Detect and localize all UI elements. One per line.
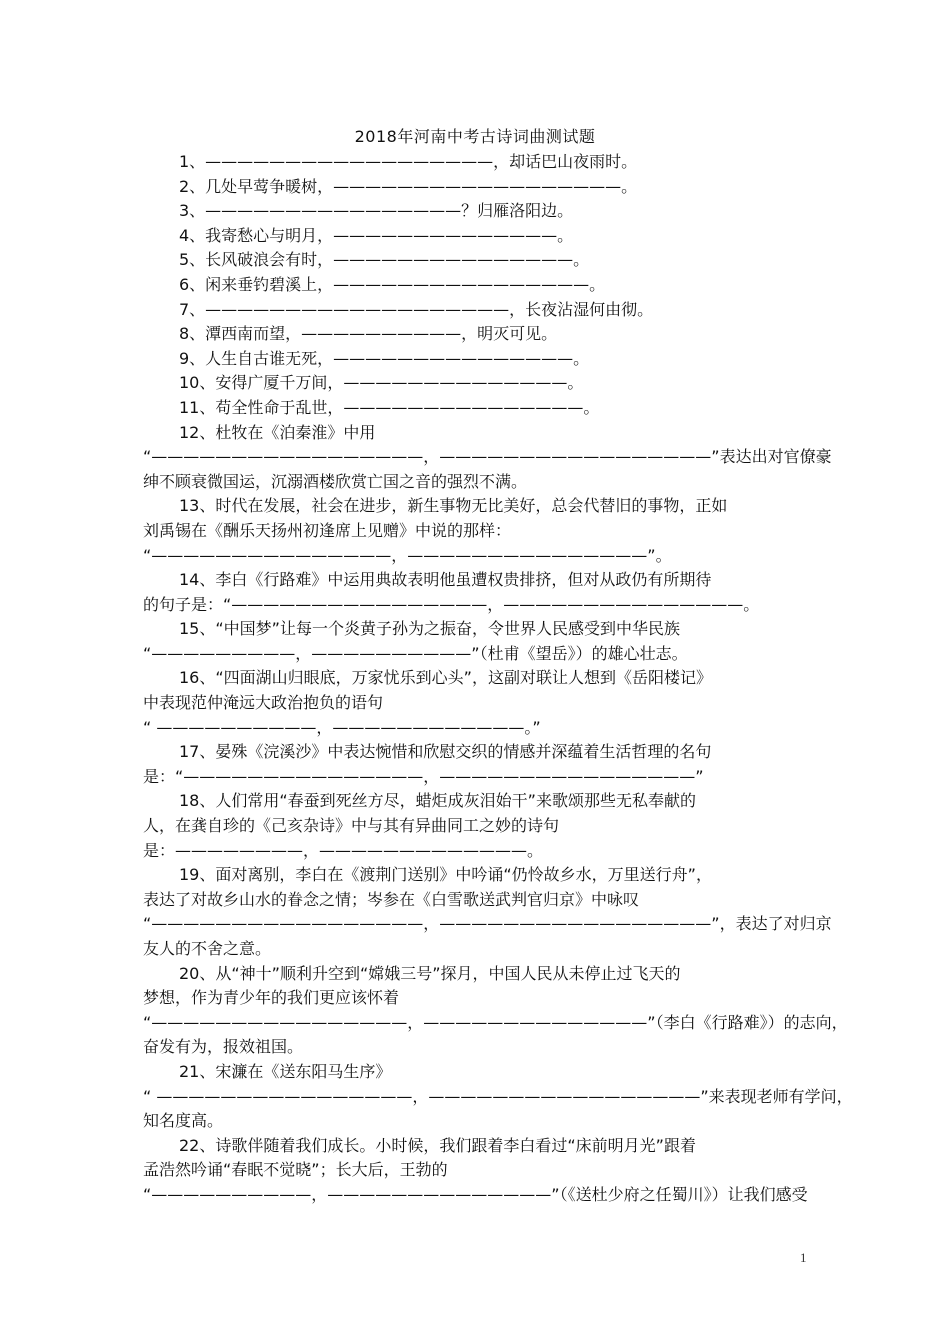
question-21-line-1: 21、宋濂在《送东阳马生序》 xyxy=(179,1061,392,1081)
question-18-line-1: 18、人们常用“春蚕到死丝方尽，蜡炬成灰泪始干”来歌颂那些无私奉献的 xyxy=(179,791,696,811)
question-14-line-1: 14、李白《行路难》中运用典故表明他虽遭权贵排挤，但对从政仍有所期待 xyxy=(179,570,712,590)
question-18 xyxy=(143,789,815,863)
question-17-line-1: 17、晏殊《浣溪沙》中表达惋惜和欣慰交织的情感并深蕴着生活哲理的名句 xyxy=(179,742,712,762)
question-20-line-3: “————————————————，——————————————”（李白《行路难》）的志向， xyxy=(143,1012,848,1032)
question-17 xyxy=(143,740,815,789)
page-number: 1 xyxy=(800,1250,807,1265)
question-15-line-1: 15、“中国梦”让每一个炎黄子孙为之振奋，令世界人民感受到中华民族 xyxy=(179,619,680,639)
question-18-line-3: 是：————————，—————————————。 xyxy=(143,840,544,860)
question-19-line-1: 19、面对离别，李白在《渡荆门送别》中吟诵“仍怜故乡水，万里送行舟”， xyxy=(179,865,712,885)
question-22-line-3: “——————————，——————————————”（《送杜少府之任蜀川》）让我们感受 xyxy=(143,1184,808,1204)
question-17-line-2: 是：“———————————————，————————————————” xyxy=(143,766,704,786)
question-15-line-2: “—————————，——————————”（杜甫《望岳》）的雄心壮志。 xyxy=(143,643,688,663)
question-21 xyxy=(143,1060,853,1134)
question-22-line-2: 孟浩然吟诵“春眠不觉晓”；长大后，王勃的 xyxy=(143,1160,448,1180)
question-22-line-1: 22、诗歌伴随着我们成长。小时候，我们跟着李白看过“床前明月光”跟着 xyxy=(179,1135,696,1155)
question-20-line-4: 奋发有为，报效祖国。 xyxy=(143,1037,304,1057)
question-14-line-2: 的句子是：“————————————————，———————————————。 xyxy=(143,594,760,614)
question-8: 8、潭西南而望，——————————，明灭可见。 xyxy=(179,324,558,344)
question-13-line-2: 刘禹锡在《酬乐天扬州初逢席上见赠》中说的那样： xyxy=(143,520,512,540)
question-16-line-2: 中表现范仲淹远大政治抱负的语句 xyxy=(143,693,384,713)
question-list xyxy=(143,150,853,1208)
question-19-line-4: 友人的不舍之意。 xyxy=(143,939,272,958)
document-title: 2018年河南中考古诗词曲测试题 xyxy=(354,127,596,146)
question-20 xyxy=(143,962,848,1060)
question-11: 11、苟全性命于乱世，———————————————。 xyxy=(179,397,600,417)
question-13 xyxy=(143,494,815,568)
question-16-line-1: 16、“四面湖山归眼底，万家忧乐到心头”，这副对联让人想到《岳阳楼记》 xyxy=(179,668,712,688)
question-13-line-1: 13、时代在发展，社会在进步，新生事物无比美好，总会代替旧的事物，正如 xyxy=(179,496,728,516)
question-7: 7、———————————————————，长夜沾湿何由彻。 xyxy=(179,299,654,319)
question-12-line-1: “—————————————————，—————————————————”表达出对官僚豪 xyxy=(143,447,832,467)
question-6: 6、闲来垂钓碧溪上，————————————————。 xyxy=(179,274,606,294)
question-2: 2、几处早莺争暖树，——————————————————。 xyxy=(179,176,638,196)
question-10: 10、安得广厦千万间，——————————————。 xyxy=(179,373,584,393)
question-16 xyxy=(143,666,815,740)
question-3: 3、————————————————？归雁洛阳边。 xyxy=(179,201,574,221)
question-18-line-2: 人，在龚自珍的《己亥杂诗》中与其有异曲同工之妙的诗句 xyxy=(143,816,560,836)
question-21-line-2: “ ————————————————，—————————————————”来表现老师有学问， xyxy=(143,1086,853,1106)
question-20-line-1: 20、从“神十”顺利升空到“嫦娥三号”探月，中国人民从未停止过飞天的 xyxy=(179,963,681,983)
question-22 xyxy=(143,1134,815,1208)
question-9: 9、人生自古谁无死，———————————————。 xyxy=(179,348,590,368)
question-19-line-3: “—————————————————，—————————————————”，表达了对归京 xyxy=(143,914,832,934)
question-1: 1、——————————————————，却话巴山夜雨时。 xyxy=(179,152,638,171)
question-15 xyxy=(143,617,815,666)
question-4: 4、我寄愁心与明月，——————————————。 xyxy=(179,225,574,245)
question-19-line-2: 表达了对故乡山水的眷念之情；岑参在《白雪歌送武判官归京》中咏叹 xyxy=(143,889,640,909)
question-20-line-2: 梦想，作为青少年的我们更应该怀着 xyxy=(143,988,400,1008)
question-5: 5、长风破浪会有时，———————————————。 xyxy=(179,250,590,270)
question-12-line-2: 绅不顾衰微国运，沉溺酒楼欣赏亡国之音的强烈不满。 xyxy=(143,471,528,491)
question-19 xyxy=(143,863,832,961)
question-14 xyxy=(143,568,815,617)
question-12-body xyxy=(143,445,832,494)
question-12-intro: 12、杜牧在《泊秦淮》中用 xyxy=(179,422,376,442)
question-13-line-3: “———————————————，———————————————”。 xyxy=(143,545,672,565)
question-21-line-3: 知名度高。 xyxy=(143,1111,224,1131)
question-16-line-3: “ ——————————，————————————。” xyxy=(143,717,541,737)
